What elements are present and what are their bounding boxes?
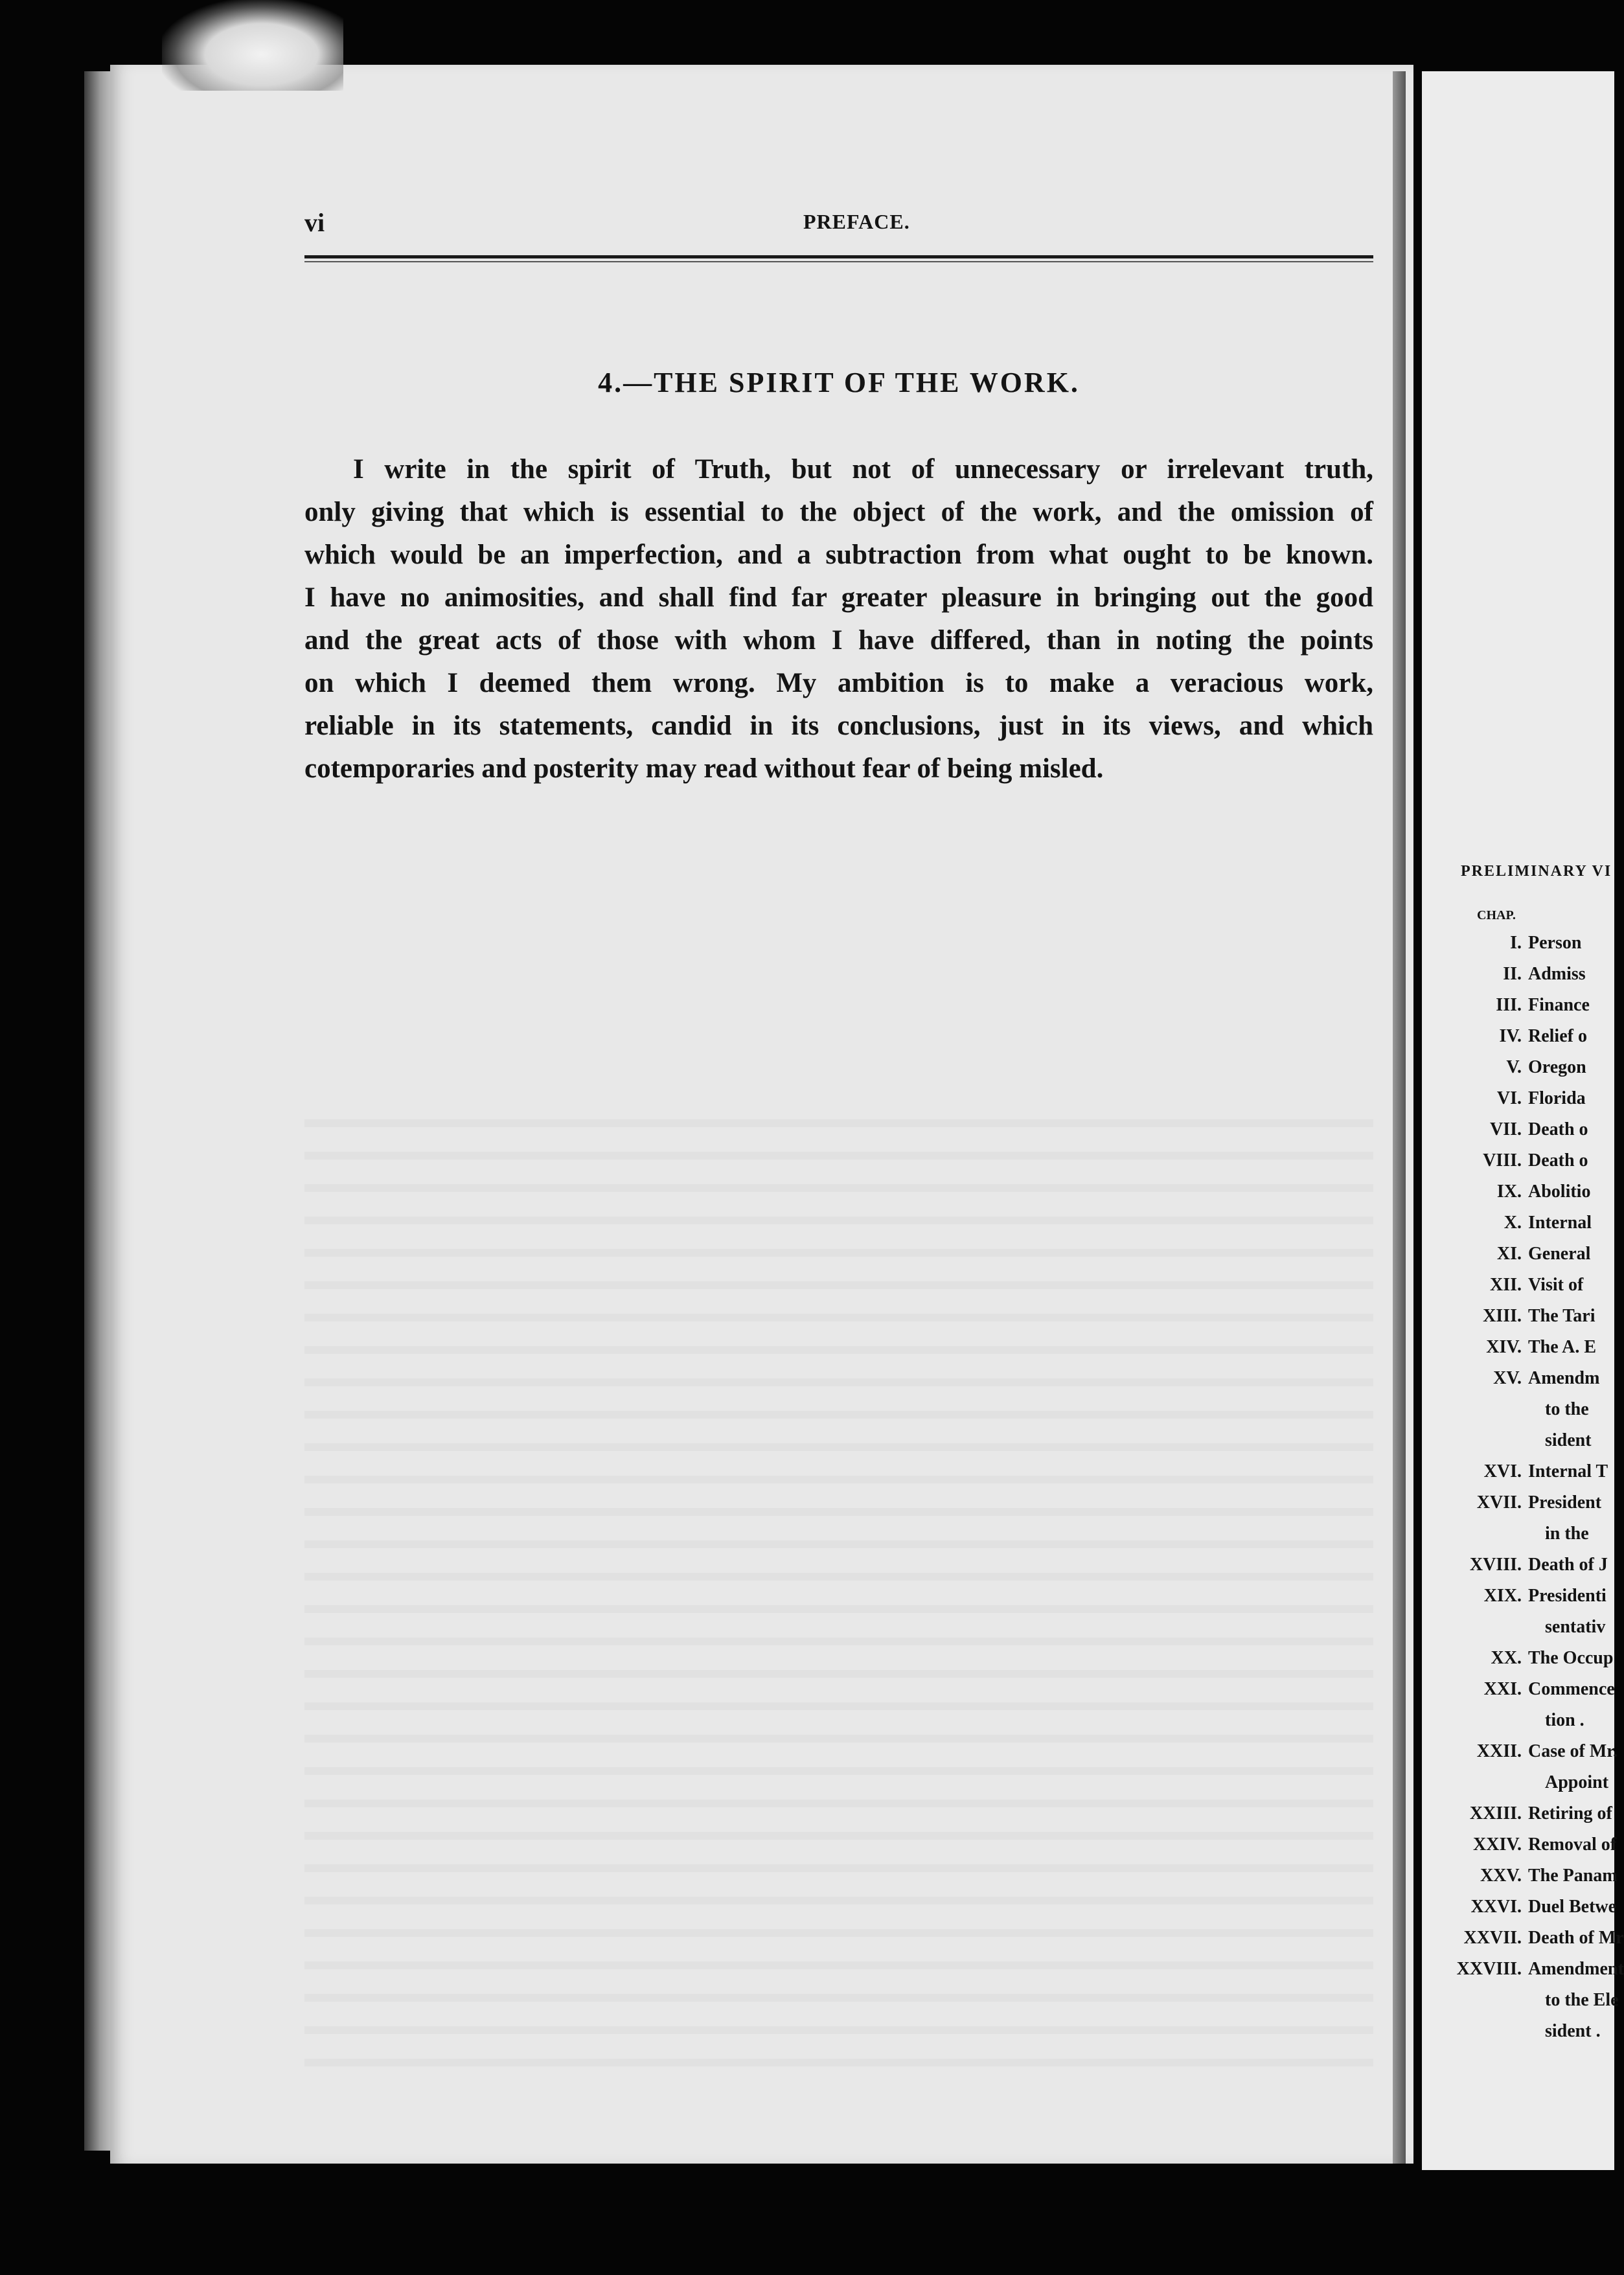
chapter-title: Commence [1528,1679,1615,1699]
chapter-title: Oregon [1528,1057,1586,1077]
chapter-number: XII. [1489,1275,1522,1295]
chapter-number: V. [1506,1057,1522,1077]
chapter-number: XIX. [1483,1586,1522,1606]
chapter-number: IX. [1496,1182,1522,1202]
chapter-title: Amendm [1528,1368,1600,1388]
contents-entry [1415,1182,1614,1213]
chapter-title: The Occup [1528,1648,1614,1668]
contents-entry [1415,1213,1614,1244]
chapter-number: XXVII. [1463,1928,1522,1948]
chapter-number: IV. [1499,1026,1522,1046]
contents-entry [1415,1586,1614,1617]
contents-entry [1415,1803,1614,1835]
chapter-number: XIII. [1483,1306,1522,1326]
contents-entry [1415,1772,1614,1803]
chapter-title: Internal [1528,1213,1592,1233]
contents-entry [1415,964,1614,995]
chapter-number: XVII. [1476,1492,1522,1513]
chapter-title: Admiss [1528,964,1586,984]
contents-entry [1415,1492,1614,1524]
contents-entry [1415,1150,1614,1182]
chapter-title: Relief o [1528,1026,1587,1046]
contents-entry [1415,1275,1614,1306]
chapter-number: II. [1503,964,1522,984]
contents-entry [1415,933,1614,964]
chapter-title: President [1528,1492,1602,1513]
facing-page-contents [1415,855,1624,2041]
contents-entry [1415,1026,1614,1057]
chapter-number: XXII. [1476,1741,1522,1761]
page-spine [1393,71,1406,2164]
body-line: I write in the spirit of Truth, but not of unnecessary or irrelevant truth, [353,454,1373,485]
contents-title: PRELIMINARY VI [1461,863,1612,880]
chapter-number: XIV. [1486,1337,1522,1357]
chapter-title: Internal T [1528,1461,1608,1481]
chapter-title: sident . [1545,2021,1601,2041]
chapter-title: to the [1545,1399,1589,1419]
body-line: reliable in its statements, candid in its conclusions, just in its views, and which [304,711,1373,741]
chapter-number: VI. [1496,1088,1522,1108]
chapter-title: Florida [1528,1088,1586,1108]
chapter-title: Visit of [1528,1275,1584,1295]
contents-entry [1415,1710,1614,1741]
contents-entry [1415,1928,1624,1959]
chapter-title: Removal of [1528,1835,1617,1855]
chapter-title: Duel Betwe [1528,1897,1617,1917]
contents-entry [1415,1461,1614,1492]
body-line: which would be an imperfection, and a subtraction from what ought to be known. [304,540,1373,570]
bleed-through-text [304,1095,1373,2066]
chapter-title: Case of Mr. [1528,1741,1618,1761]
section-heading: 4.—THE SPIRIT OF THE WORK. [598,367,1080,398]
body-line: only giving that which is essential to the object of the work, and the omission of [304,497,1373,527]
contents-entry [1415,1244,1614,1275]
chapter-title: Person [1528,933,1582,953]
contents-entry [1415,1679,1614,1710]
contents-entry [1415,1835,1617,1866]
chapter-number: VIII. [1483,1150,1522,1171]
chapter-title: Amendment [1528,1959,1624,1979]
chapter-number: XXI. [1483,1679,1522,1699]
contents-entry [1415,1959,1624,1990]
contents-entry [1415,1866,1618,1897]
body-line: I have no animosities, and shall find far greater pleasure in bringing out the good [304,582,1373,613]
body-line: on which I deemed them wrong. My ambition is to make a veracious work, [304,668,1373,698]
contents-entry [1415,995,1614,1026]
contents-entry [1415,1088,1614,1119]
chapter-number: XVI. [1483,1461,1522,1481]
chapter-title: sentativ [1545,1617,1606,1637]
chapter-number: I. [1510,933,1522,953]
chapter-number: XV. [1493,1368,1522,1388]
contents-entry [1415,1399,1614,1430]
chapter-number: VII. [1489,1119,1522,1139]
chapter-number: XVIII. [1469,1555,1522,1575]
contents-entry [1415,2021,1614,2052]
chapter-title: Abolitio [1528,1182,1591,1202]
chapter-title: Death o [1528,1150,1588,1171]
contents-entry [1415,1119,1614,1150]
chapter-title: to the Ele [1545,1990,1619,2010]
chap-label: CHAP. [1477,908,1516,922]
header-rule [304,255,1373,258]
contents-entry [1415,1524,1614,1555]
chapter-number: XXIV. [1473,1835,1522,1855]
paper-stain [162,0,343,91]
contents-entry [1415,1741,1618,1772]
contents-entry [1415,1897,1617,1928]
chapter-title: The Tari [1528,1306,1595,1326]
contents-entry [1415,1306,1614,1337]
body-line: and the great acts of those with whom I have differed, than in noting the points [304,625,1373,656]
contents-entry [1415,1648,1614,1679]
chapter-title: Death o [1528,1119,1588,1139]
chapter-title: tion . [1545,1710,1584,1730]
chapter-number: XXVI. [1470,1897,1522,1917]
running-title: PREFACE. [803,210,910,233]
chapter-title: Presidenti [1528,1586,1607,1606]
chapter-title: in the [1545,1524,1589,1544]
chapter-number: XXV. [1480,1866,1522,1886]
chapter-title: sident [1545,1430,1592,1450]
chapter-number: X. [1504,1213,1522,1233]
contents-entry [1415,1337,1614,1368]
chapter-title: Death of Mr [1528,1928,1624,1948]
chapter-title: The A. E [1528,1337,1597,1357]
chapter-title: Appoint [1545,1772,1609,1792]
body-line: cotemporaries and posterity may read without fear of being misled. [304,753,1104,784]
header-rule-thin [304,261,1373,262]
contents-entry [1415,1555,1614,1586]
chapter-number: XI. [1496,1244,1522,1264]
chapter-title: Finance [1528,995,1590,1015]
body-paragraph [304,448,1373,790]
contents-entry [1415,1368,1614,1399]
page-number: vi [304,208,325,237]
contents-entry [1415,1617,1614,1648]
chapter-number: III. [1496,995,1522,1015]
running-head [304,207,1373,246]
chapter-number: XXIII. [1469,1803,1522,1823]
chapter-number: XX. [1491,1648,1522,1668]
contents-entry [1415,1990,1619,2021]
chapter-title: General [1528,1244,1591,1264]
chapter-title: Death of J [1528,1555,1608,1575]
chapter-title: The Panam [1528,1866,1618,1886]
chapter-number: XXVIII. [1456,1959,1522,1979]
chapter-title: Retiring of [1528,1803,1612,1823]
contents-entry [1415,1057,1614,1088]
contents-entry [1415,1430,1614,1461]
